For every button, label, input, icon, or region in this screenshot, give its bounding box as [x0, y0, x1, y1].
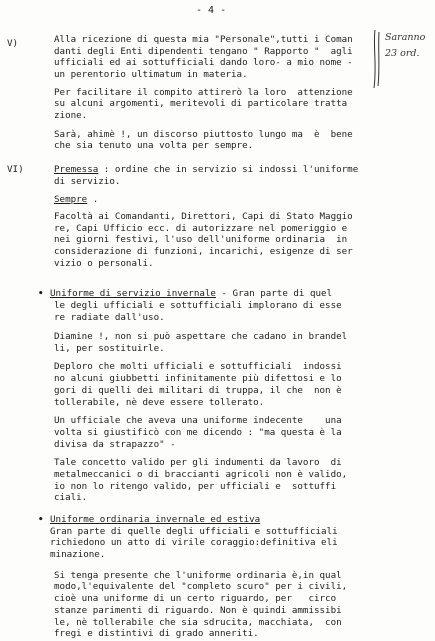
- deploro-line-1: Deploro che molti ufficiali e sottufficiali indossi: [54, 361, 342, 373]
- facolta-line-2: re, Capi Ufficio ecc. di autorizzare nel pomeriggio e: [54, 222, 348, 234]
- section-vi-marker-text: VI): [7, 163, 24, 175]
- handwritten-note: [371, 26, 433, 96]
- sempre-line: [54, 194, 98, 206]
- concetto-line-2: metalmeccanici o di braccianti agricoli non è valido,: [54, 468, 348, 480]
- ufficiale-line-3: divisa da strapazzo" -: [54, 438, 176, 450]
- estiva-p2-line-4: stanze parimenti di riguardo. Non è quindi ammissibi: [54, 604, 342, 616]
- section-v-p3-line-1: Sarà, ahimè !, un discorso piuttosto lungo ma è bene: [54, 128, 353, 140]
- diamine-line-2: li, per sostituirle.: [54, 342, 165, 354]
- section-marker-v: V): [7, 37, 19, 49]
- ufficiale-line-2: volta si giustificò con me dicendo : "ma questa è la: [54, 426, 342, 438]
- estiva-p2-line-3: cioè una uniforme di un certo riguardo, per circo: [54, 593, 337, 605]
- deploro-line-2: no alcuni giubbetti infinitamente più difettosi e lo: [54, 373, 342, 385]
- invernale-line-1: [50, 288, 332, 300]
- invernale-title: Uniforme di servizio invernale: [50, 288, 216, 300]
- section-v-p2-line-1: Per facilitare il compito attirerò la loro attenzione: [54, 86, 353, 98]
- section-v-p2-line-2: su alcuni argomenti, meritevoli di particolare tratta: [54, 98, 348, 110]
- invernale-first-rest: - Gran parte di quel: [215, 288, 333, 300]
- estiva-p2-line-5: le, nè tollerabile che sia sdrucita, macchiata, con: [54, 616, 342, 628]
- section-v-p1-line-1: Alla ricezione di questa mia "Personale",tutti i Coman: [54, 33, 353, 45]
- section-v-p3-line-2: che sia tenuto una volta per sempre.: [54, 140, 254, 152]
- section-v-p1-line-4: un perentorio ultimatum in materia.: [54, 69, 248, 81]
- facolta-line-3: nei giorni festivi, l'uso dell'uniforme ordinaria in: [54, 234, 348, 246]
- facolta-line-4: considerazione di funzioni, incarichi, esigenze di ser: [54, 246, 353, 258]
- estiva-p1-line-2: richiedono un atto di virile coraggio:definitiva eli: [50, 537, 338, 549]
- concetto-line-4: ciali.: [54, 492, 88, 504]
- facolta-line-5: vizio o personali.: [54, 257, 154, 269]
- section-v-p1-line-3: ufficiali ed ai sottufficiali dando loro- a mio nome -: [54, 57, 353, 69]
- section-marker-vi: [7, 164, 24, 176]
- estiva-title: Uniforme ordinaria invernale ed estiva: [50, 513, 261, 525]
- concetto-line-3: io non lo ritengo valido, per ufficiali e sottuffi: [54, 480, 337, 492]
- deploro-line-4: tollerabile, nè deve essere tollerato.: [54, 396, 265, 408]
- bullet-dot-icon-2: •: [38, 513, 44, 525]
- estiva-p2-line-1: Si tenga presente che l'uniforme ordinaria è,in qual: [54, 569, 342, 581]
- section-v-p2-line-3: zione.: [54, 110, 88, 122]
- estiva-p2-line-2: modo,l'equivalente del "completo scuro" per i civili,: [54, 581, 348, 593]
- facolta-line-1: Facoltà ai Comandanti, Direttori, Capi di Stato Maggio: [54, 210, 353, 222]
- deploro-line-3: gori di quelli dei militari di truppa, il che non è: [54, 384, 342, 396]
- invernale-line-2: le degli ufficiali e sottufficiali implorano di esse: [54, 299, 342, 311]
- concetto-line-1: Tale concetto valido per gli indumenti da lavoro di: [54, 457, 342, 469]
- bullet-dot-icon: •: [38, 288, 44, 300]
- ufficiale-line-1: Un ufficiale che aveva una uniforme indecente una: [54, 415, 342, 427]
- premessa-text: : ordine che in servizio si indossi l'uniforme: [98, 163, 359, 175]
- premessa-line-2: di servizio.: [54, 175, 121, 187]
- page-number: - 4 -: [196, 5, 227, 16]
- estiva-p2-line-6: fregi e distintivi di grado anneriti.: [54, 628, 259, 640]
- sempre-label: Sempre: [54, 194, 88, 206]
- handwritten-note-line-2: 23 ord.: [385, 48, 420, 59]
- handwritten-note-line-1: Saranno: [385, 32, 426, 43]
- premessa-label: Premessa: [54, 163, 99, 175]
- section-v-p1-line-2: danti degli Enti dipendenti tengano " Rapporto " agli: [54, 45, 353, 57]
- premessa-line-1: [54, 164, 358, 176]
- estiva-p1-line-1: Gran parte di quelle degli ufficiali e sottufficiali: [50, 525, 338, 537]
- sempre-dot: .: [87, 194, 99, 206]
- invernale-line-3: re radiate dall'uso.: [54, 311, 165, 323]
- diamine-line-1: Diamine !, non si può aspettare che cadano in brandel: [54, 331, 348, 343]
- estiva-p1-line-3: minazione.: [50, 549, 106, 561]
